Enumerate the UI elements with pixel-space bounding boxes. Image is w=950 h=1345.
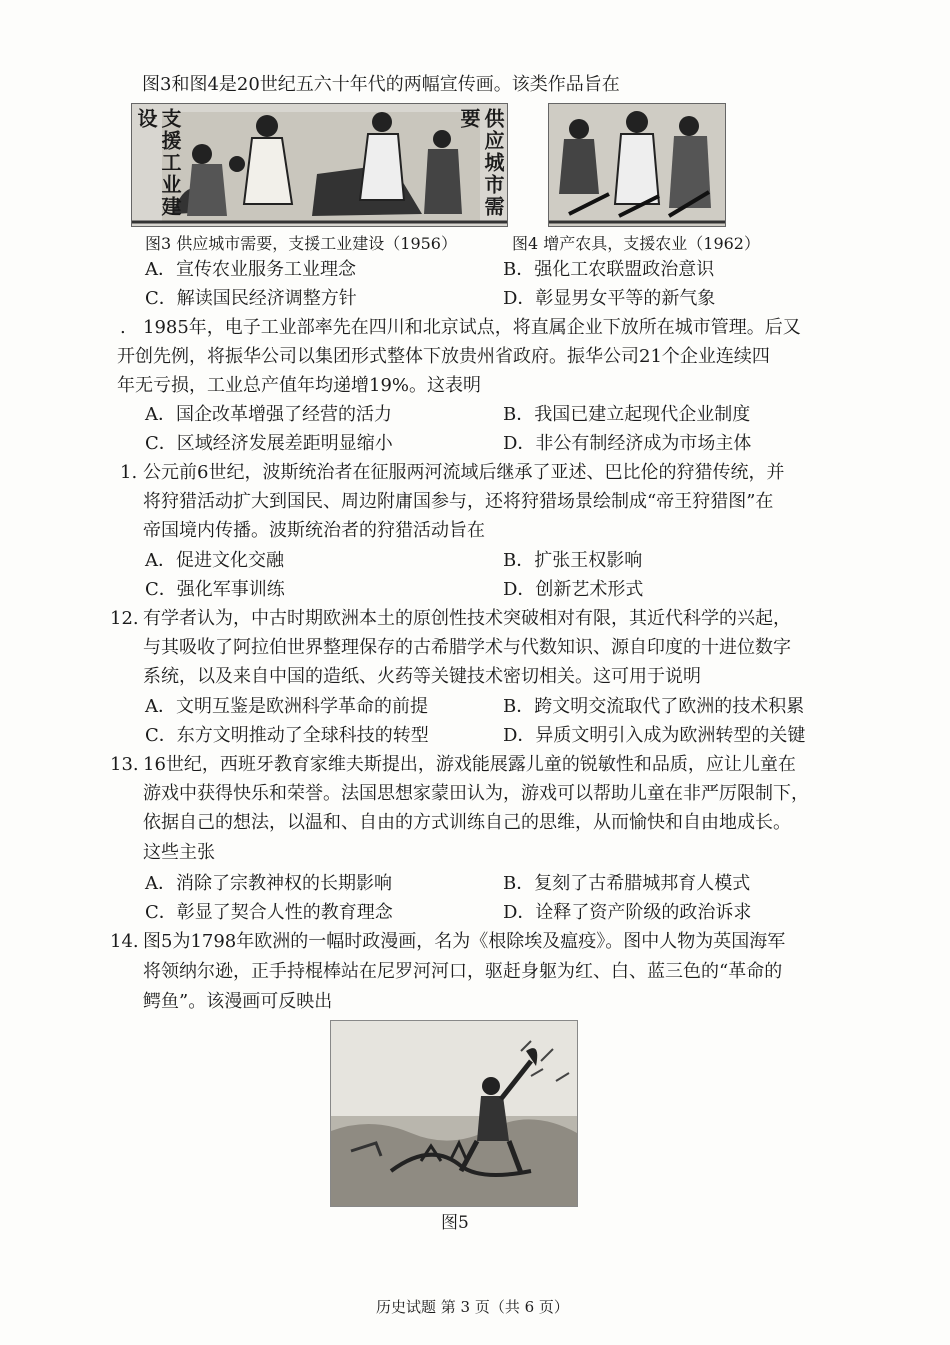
q14-stem-line-3: 鳄鱼”。该漫画可反映出 <box>143 991 333 1012</box>
q13-option-d: D．诠释了资产阶级的政治诉求 <box>503 902 752 923</box>
page-footer: 历史试题 第 3 页（共 6 页） <box>376 1298 569 1316</box>
figure-5-illustration <box>331 1021 577 1206</box>
q10-number: . <box>120 317 126 338</box>
q10-stem-line-2: 开创先例，将振华公司以集团形式整体下放贵州省政府。振华公司21个企业连续四 <box>117 346 770 367</box>
q12-option-d: D．异质文明引入成为欧洲转型的关键 <box>503 725 806 746</box>
q12-stem-line-3: 系统，以及来自中国的造纸、火药等关键技术密切相关。这可用于说明 <box>143 666 701 687</box>
q12-stem-line-2: 与其吸收了阿拉伯世界整理保存的古希腊学术与代数知识、源自印度的十进位数字 <box>143 637 791 658</box>
intro-text: 图3和图4是20世纪五六十年代的两幅宣传画。该类作品旨在 <box>142 74 620 95</box>
q13-stem-line-1: 16世纪，西班牙教育家维夫斯提出，游戏能展露儿童的锐敏性和品质，应让儿童在 <box>143 754 796 775</box>
figure-4-illustration <box>549 104 725 226</box>
q9-option-a: A．宣传农业服务工业理念 <box>145 259 356 280</box>
q9-option-b: B．强化工农联盟政治意识 <box>503 259 715 280</box>
figure-3-left-text: 支援工业建设 <box>134 108 182 218</box>
q13-option-a: A．消除了宗教神权的长期影响 <box>145 873 392 894</box>
q13-option-c: C．彰显了契合人性的教育理念 <box>145 902 393 923</box>
q14-stem-line-2: 将领纳尔逊，正手持棍棒站在尼罗河河口，驱赶身躯为红、白、蓝三色的“革命的 <box>143 961 783 982</box>
q10-option-a: A．国企改革增强了经营的活力 <box>145 404 392 425</box>
figure-5-image <box>330 1020 578 1207</box>
figure-5-caption: 图5 <box>441 1213 469 1233</box>
q14-stem-line-1: 图5为1798年欧洲的一幅时政漫画，名为《根除埃及瘟疫》。图中人物为英国海军 <box>143 931 786 952</box>
q10-option-d: D．非公有制经济成为市场主体 <box>503 433 752 454</box>
q12-option-b: B．跨文明交流取代了欧洲的技术积累 <box>503 696 805 717</box>
q12-stem-line-1: 有学者认为，中古时期欧洲本土的原创性技术突破相对有限，其近代科学的兴起， <box>143 608 791 629</box>
figure-3-illustration <box>132 104 507 226</box>
q10-option-c: C．区域经济发展差距明显缩小 <box>145 433 393 454</box>
q11-stem-line-3: 帝国境内传播。波斯统治者的狩猎活动旨在 <box>143 520 485 541</box>
q11-stem-line-2: 将狩猎活动扩大到国民、周边附庸国参与，还将狩猎场景绘制成“帝王狩猎图”在 <box>143 491 774 512</box>
figure-4-image <box>548 103 726 227</box>
q13-stem-line-4: 这些主张 <box>143 842 215 863</box>
q11-option-c: C．强化军事训练 <box>145 579 285 600</box>
q12-option-c: C．东方文明推动了全球科技的转型 <box>145 725 429 746</box>
q13-stem-line-3: 依据自己的想法，以温和、自由的方式训练自己的思维，从而愉快和自由地成长。 <box>143 812 791 833</box>
q13-option-b: B．复刻了古希腊城邦育人模式 <box>503 873 751 894</box>
q12-number: 12. <box>110 608 139 629</box>
q11-option-d: D．创新艺术形式 <box>503 579 644 600</box>
q11-number: 1. <box>120 462 138 483</box>
q11-option-b: B．扩张王权影响 <box>503 550 643 571</box>
figure-3-right-text: 供应城市需要 <box>457 108 505 218</box>
q10-stem-line-3: 年无亏损，工业总产值年均递增19%。这表明 <box>117 375 482 396</box>
q11-option-a: A．促进文化交融 <box>145 550 284 571</box>
q10-option-b: B．我国已建立起现代企业制度 <box>503 404 751 425</box>
figure-3-image <box>131 103 508 227</box>
q13-stem-line-2: 游戏中获得快乐和荣誉。法国思想家蒙田认为，游戏可以帮助儿童在非严厉限制下， <box>143 783 809 804</box>
figure-3-caption: 图3 供应城市需要，支援工业建设（1956） <box>145 234 457 253</box>
q10-stem-line-1: 1985年，电子工业部率先在四川和北京试点，将直属企业下放所在城市管理。后又 <box>143 317 801 338</box>
q13-number: 13. <box>110 754 139 775</box>
q9-option-c: C．解读国民经济调整方针 <box>145 288 357 309</box>
q11-stem-line-1: 公元前6世纪，波斯统治者在征服两河流域后继承了亚述、巴比伦的狩猎传统，并 <box>143 462 785 483</box>
q9-option-d: D．彰显男女平等的新气象 <box>503 288 716 309</box>
q14-number: 14. <box>110 931 139 952</box>
q12-option-a: A．文明互鉴是欧洲科学革命的前提 <box>145 696 428 717</box>
figure-4-caption: 图4 增产农具，支援农业（1962） <box>512 234 760 253</box>
